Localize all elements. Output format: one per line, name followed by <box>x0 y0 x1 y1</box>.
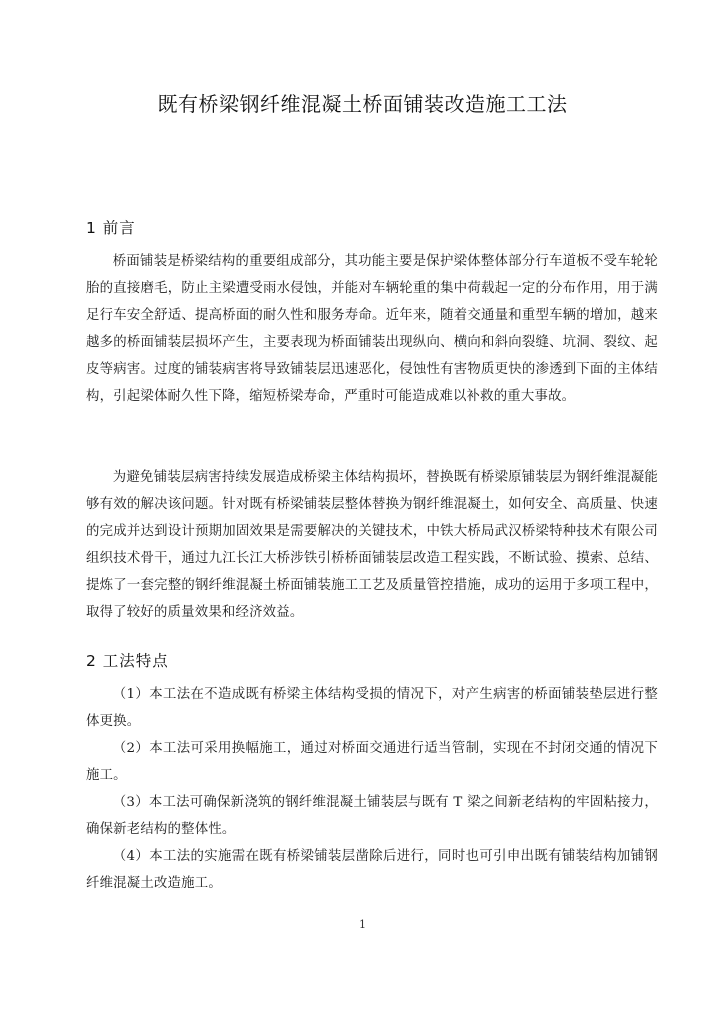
feature-item-2: （2）本工法可采用换幅施工，通过对桥面交通进行适当管制，实现在不封闭交通的情况下施工。 <box>86 741 658 783</box>
feature-item-3: （3）本工法可确保新浇筑的钢纤维混凝土铺装层与既有 T 梁之间新老结构的牢固粘接力，确保新老结构的整体性。 <box>86 795 658 837</box>
document-title: 既有桥梁钢纤维混凝土桥面铺装改造施工工法 <box>157 92 568 116</box>
feature-item-1: （1）本工法在不造成既有桥梁主体结构受损的情况下，对产生病害的桥面铺装垫层进行整体更换。 <box>86 687 658 729</box>
page-number: 1 <box>359 918 366 931</box>
section-heading-preface: 1 前言 <box>86 219 136 237</box>
preface-paragraph-2: 为避免铺装层病害持续发展造成桥梁主体结构损坏，替换既有桥梁原铺装层为钢纤维混凝能够有效的解决该问题。针对既有桥梁铺装层整体替换为钢纤维混凝土，如何安全、高质量、快速的完成并达到设计预期加固效果是需要解决的关键技术，中铁大桥局武汉桥梁特种技术有限公司组织技术骨干，通过九江长江大桥涉铁引桥桥面铺装层改造工程实践，不断试验、摸索、总结、提炼了一套完整的钢纤维混凝土桥面铺装施工工艺及质量管控措施，成功的运用于多项工程中，取得了较好的质量效果和经济效益。 <box>86 470 658 620</box>
preface-paragraph-1: 桥面铺装是桥梁结构的重要组成部分，其功能主要是保护梁体整体部分行车道板不受车轮轮胎的直接磨毛，防止主梁遭受雨水侵蚀，并能对车辆轮重的集中荷载起一定的分布作用，用于满足行车安全舒适、提高桥面的耐久性和服务寿命。近年来，随着交通量和重型车辆的增加，越来越多的桥面铺装层损坏产生，主要表现为桥面铺装出现纵向、横向和斜向裂缝、坑洞、裂纹、起皮等病害。过度的铺装病害将导致铺装层迅速恶化，侵蚀性有害物质更快的渗透到下面的主体结构，引起梁体耐久性下降，缩短桥梁寿命，严重时可能造成难以补救的重大事故。 <box>86 254 658 404</box>
feature-item-4: （4）本工法的实施需在既有桥梁铺装层凿除后进行，同时也可引申出既有铺装结构加铺钢纤维混凝土改造施工。 <box>86 849 658 891</box>
section-heading-features: 2 工法特点 <box>86 652 169 670</box>
